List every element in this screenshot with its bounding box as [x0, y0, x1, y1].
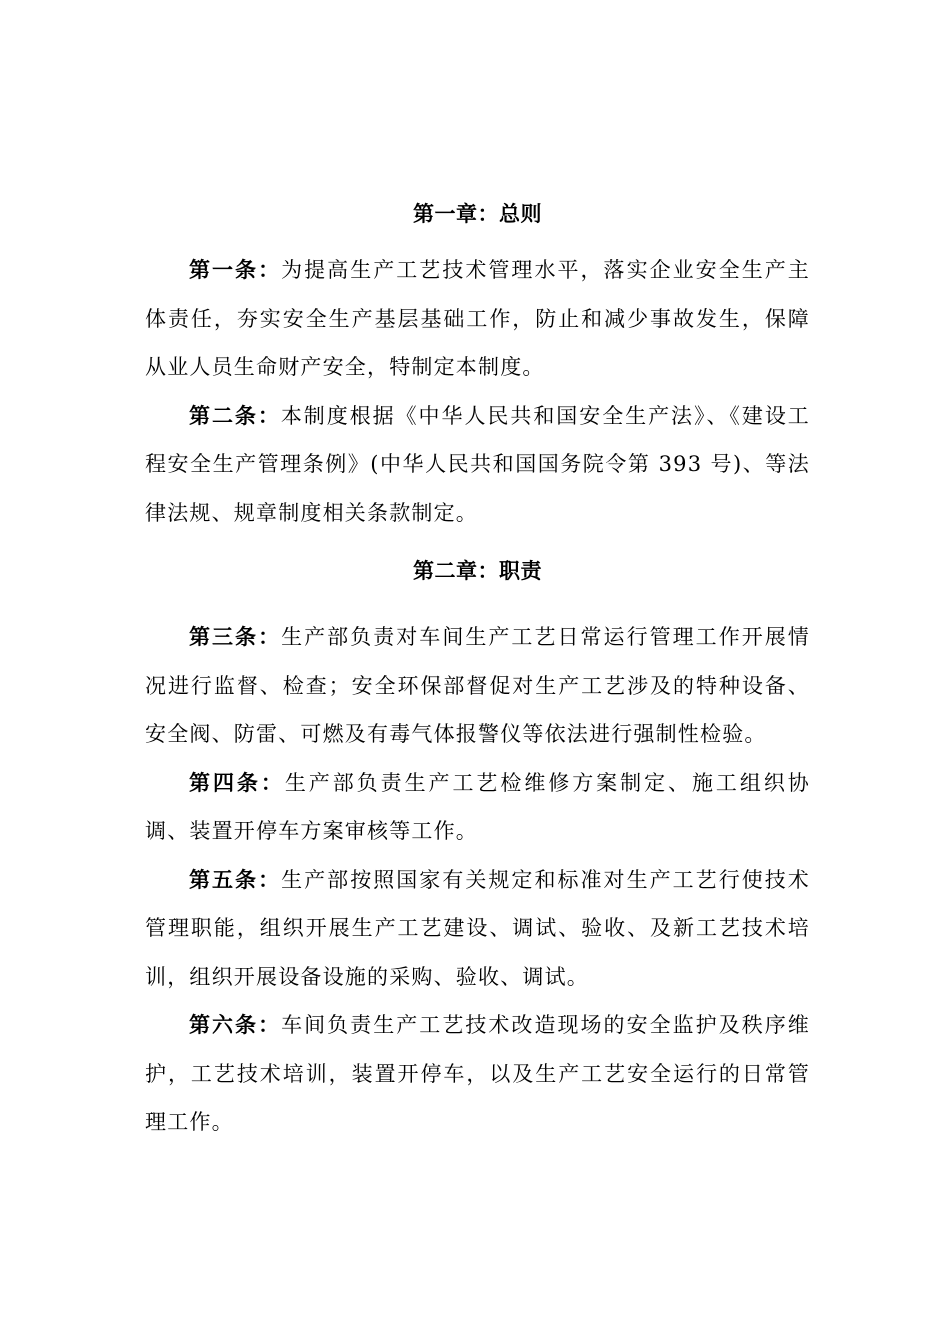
- document-body: [145, 196, 810, 1147]
- article-1-label: 第一条：: [189, 257, 282, 282]
- article-2: [145, 392, 810, 538]
- article-6-label: 第六条：: [189, 1012, 282, 1037]
- chapter-1-title: 第一章：总则: [413, 201, 542, 226]
- article-3: [145, 613, 810, 759]
- article-4-label: 第四条：: [189, 769, 285, 795]
- article-5-label: 第五条：: [189, 866, 282, 892]
- article-1-text: 为提高生产工艺技术管理水平，落实企业安全生产主体责任，夯实安全生产基层基础工作，防止和减少事故发生，保障从业人员生命财产安全，特制定本制度。: [145, 258, 810, 379]
- article-5-text: 生产部按照国家有关规定和标准对生产工艺行使技术管理职能，组织开展生产工艺建设、调试、验收、及新工艺技术培训，组织开展设备设施的采购、验收、调试。: [145, 867, 810, 989]
- article-6: [145, 1001, 810, 1147]
- article-2-label: 第二条：: [189, 402, 281, 428]
- article-4-text: 生产部负责生产工艺检维修方案制定、施工组织协调、装置开停车方案审核等工作。: [145, 770, 810, 843]
- article-3-text: 生产部负责对车间生产工艺日常运行管理工作开展情况进行监督、检查；安全环保部督促对生产工艺涉及的特种设备、安全阀、防雷、可燃及有毒气体报警仪等依法进行强制性检验。: [145, 625, 810, 746]
- article-5: [145, 856, 810, 1002]
- chapter-2-title: 第二章：职责: [413, 558, 542, 583]
- article-6-text: 车间负责生产工艺技术改造现场的安全监护及秩序维护，工艺技术培训，装置开停车，以及生产工艺安全运行的日常管理工作。: [145, 1013, 810, 1134]
- article-4: [145, 759, 810, 856]
- article-2-text: 本制度根据《中华人民共和国安全生产法》、《建设工程安全生产管理条例》(中华人民共和国国务院令第 393 号)、等法律法规、规章制度相关条款制定。: [145, 403, 810, 525]
- article-3-label: 第三条：: [189, 624, 282, 649]
- article-1: [145, 246, 810, 392]
